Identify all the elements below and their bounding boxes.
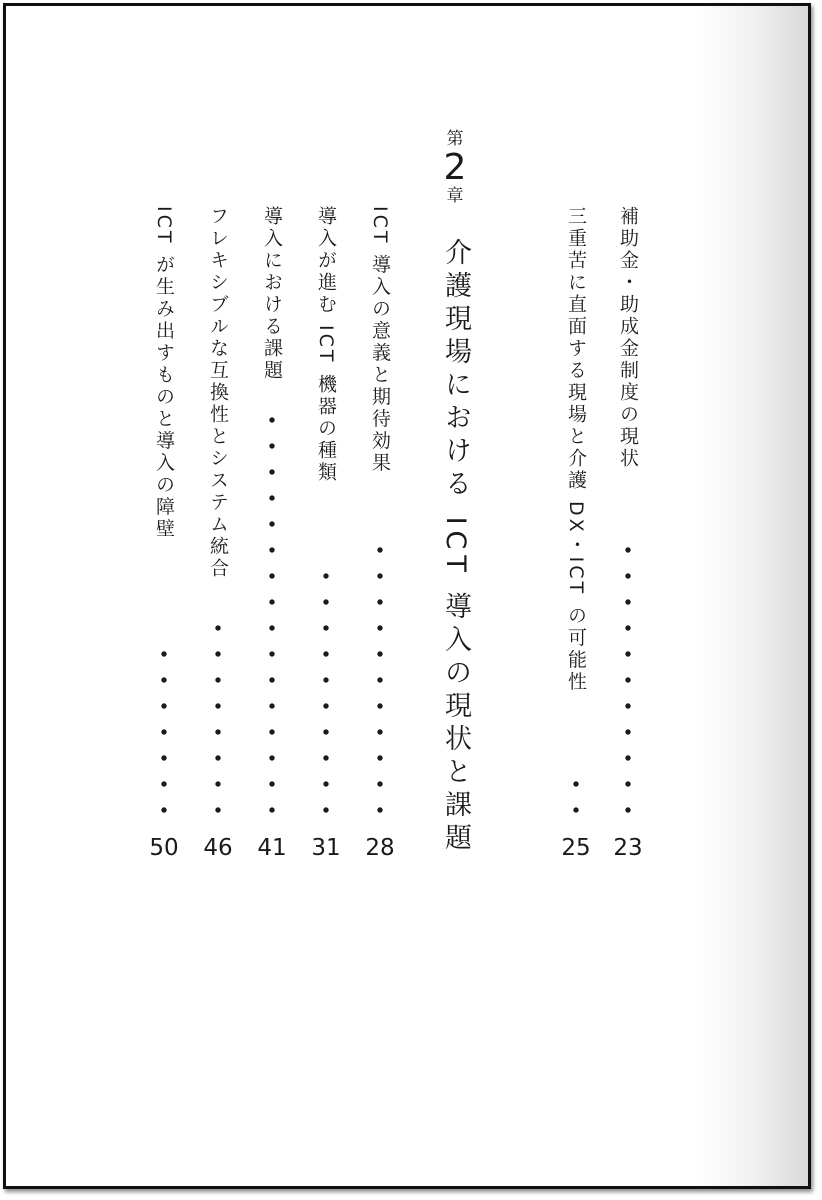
toc-entry[interactable] (144, 206, 184, 861)
toc-page-number: 46 (203, 835, 233, 861)
toc-leader-dots (360, 533, 400, 823)
toc-page-number: 25 (561, 835, 591, 861)
toc-leader-dots (556, 768, 596, 823)
toc-entry[interactable] (198, 206, 238, 861)
toc-entry-title: 導入が進む ICT 機器の種類 (315, 206, 337, 484)
chapter-label-suffix: 章 (446, 186, 464, 206)
toc-page-number: 23 (613, 835, 643, 861)
toc-leader-dots (306, 553, 346, 823)
toc-entry[interactable] (608, 206, 648, 861)
toc-page-number: 28 (365, 835, 395, 861)
toc-page-number: 50 (149, 835, 179, 861)
chapter-label (432, 131, 478, 205)
toc-page-number: 31 (311, 835, 341, 861)
toc-leader-dots (252, 403, 292, 823)
toc-leader-dots (144, 643, 184, 823)
toc-page-number: 41 (257, 835, 287, 861)
book-page (3, 3, 811, 1189)
toc-entry[interactable] (360, 206, 400, 861)
toc-entry[interactable] (556, 206, 596, 861)
toc-entry-title: 三重苦に直面する現場と介護 DX・ICT の可能性 (565, 206, 587, 694)
chapter-number: 2 (443, 147, 467, 188)
toc-entry-title: ICT が生み出すものと導入の障壁 (153, 206, 175, 541)
toc-leader-dots (198, 613, 238, 823)
chapter-label-prefix: 第 (446, 129, 464, 149)
toc-entry-title: ICT 導入の意義と期待効果 (369, 206, 391, 475)
chapter-title: 介護現場における ICT 導入の現状と課題 (440, 238, 471, 857)
toc-leader-dots (608, 533, 648, 823)
toc-entry[interactable] (252, 206, 292, 861)
toc-entry[interactable] (306, 206, 346, 861)
toc-entry-title: 導入における課題 (261, 206, 283, 382)
toc-entry-title: フレキシブルな互換性とシステム統合 (207, 206, 229, 580)
toc-entry-title: 補助金・助成金制度の現状 (617, 206, 639, 470)
